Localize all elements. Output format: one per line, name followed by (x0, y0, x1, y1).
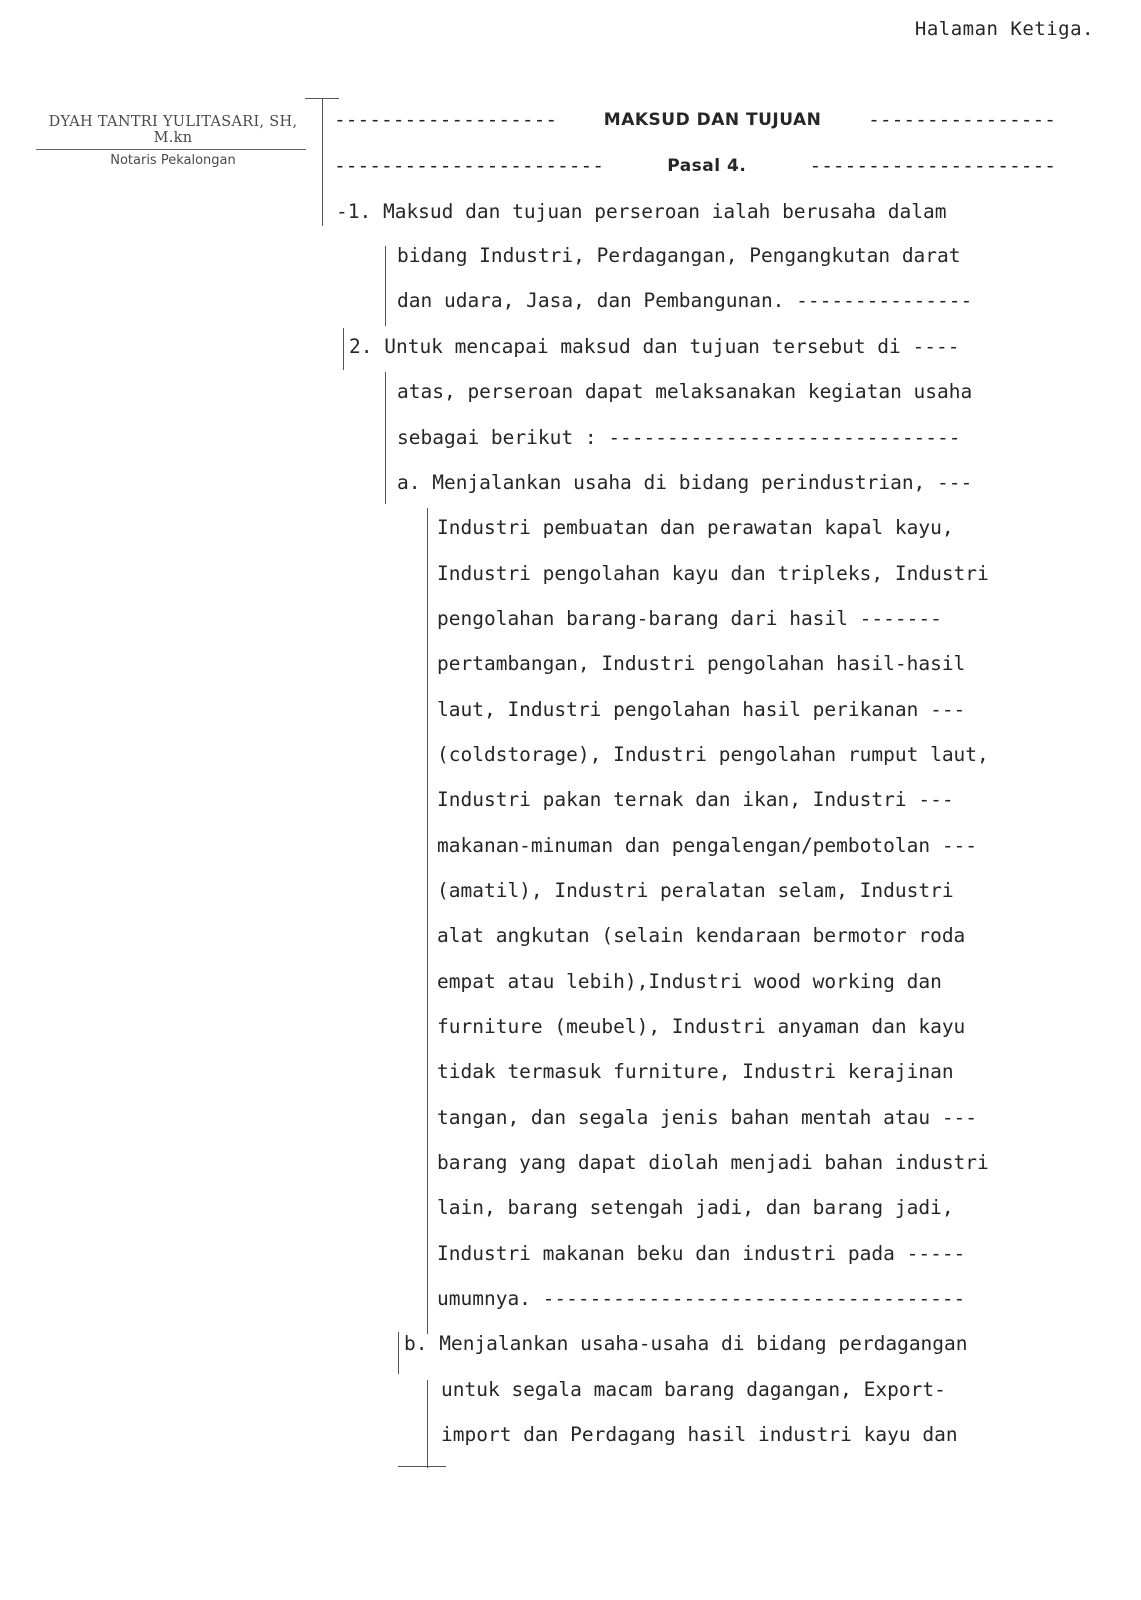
text-line: sebagai berikut : ------------------------------ (397, 426, 961, 449)
text-line: a. Menjalankan usaha di bidang perindustrian, --- (397, 471, 973, 494)
margin-rule-4 (385, 372, 386, 504)
pasal-dash-left: ----------------------- (334, 154, 605, 177)
margin-bracket-bottom (398, 1466, 446, 1467)
margin-rule-2 (385, 246, 386, 326)
text-line: import dan Perdagang hasil industri kayu dan (441, 1423, 958, 1446)
margin-rule-1 (322, 98, 323, 226)
text-line: tangan, dan segala jenis bahan mentah atau --- (437, 1106, 978, 1129)
text-line: Industri pengolahan kayu dan tripleks, Industri (437, 562, 989, 585)
text-line: atas, perseroan dapat melaksanakan kegiatan usaha (397, 380, 973, 403)
text-line: furniture (meubel), Industri anyaman dan kayu (437, 1015, 966, 1038)
text-line: b. Menjalankan usaha-usaha di bidang perdagangan (404, 1332, 968, 1355)
text-line: untuk segala macam barang dagangan, Export- (441, 1378, 946, 1401)
text-line: (coldstorage), Industri pengolahan rumput laut, (437, 743, 989, 766)
notary-location: Notaris Pekalongan (110, 153, 236, 168)
notary-name: DYAH TANTRI YULITASARI, SH, M.kn (48, 114, 298, 146)
text-line: bidang Industri, Perdagangan, Pengangkutan darat (397, 244, 961, 267)
text-line: (amatil), Industri peralatan selam, Industri (437, 879, 954, 902)
margin-rule-7 (427, 1380, 428, 1468)
article-heading (334, 152, 1056, 180)
stamp-divider (36, 149, 306, 150)
text-line: alat angkutan (selain kendaraan bermotor roda (437, 924, 966, 947)
article-title: Pasal 4. (667, 156, 747, 176)
text-line: pengolahan barang-barang dari hasil ------- (437, 607, 942, 630)
heading-dash-right: ---------------- (868, 108, 1056, 131)
text-line: Industri pakan ternak dan ikan, Industri --- (437, 788, 954, 811)
text-line: Industri pembuatan dan perawatan kapal kayu, (437, 516, 954, 539)
margin-rule-5 (427, 508, 428, 1334)
section-heading (334, 106, 1056, 134)
text-line: tidak termasuk furniture, Industri kerajinan (437, 1060, 954, 1083)
margin-rule-6 (398, 1332, 399, 1374)
text-line: dan udara, Jasa, dan Pembangunan. --------------- (397, 289, 973, 312)
text-line: umumnya. ------------------------------------ (437, 1287, 966, 1310)
page-header: Halaman Ketiga. (914, 18, 1094, 40)
section-title: MAKSUD DAN TUJUAN (603, 110, 822, 130)
heading-dash-left: ------------------- (334, 108, 558, 131)
text-line: laut, Industri pengolahan hasil perikanan --- (437, 698, 966, 721)
margin-rule-3 (343, 328, 344, 370)
text-line: -1. Maksud dan tujuan perseroan ialah berusaha dalam (336, 200, 947, 223)
notary-stamp (28, 114, 318, 168)
text-line: 2. Untuk mencapai maksud dan tujuan tersebut di ---- (349, 335, 960, 358)
text-line: barang yang dapat diolah menjadi bahan industri (437, 1151, 989, 1174)
text-line: makanan-minuman dan pengalengan/pembotolan --- (437, 834, 978, 857)
text-line: empat atau lebih),Industri wood working dan (437, 970, 942, 993)
text-line: lain, barang setengah jadi, dan barang jadi, (437, 1196, 954, 1219)
text-line: Industri makanan beku dan industri pada ----- (437, 1242, 966, 1265)
pasal-dash-right: --------------------- (809, 154, 1056, 177)
text-line: pertambangan, Industri pengolahan hasil-hasil (437, 652, 966, 675)
